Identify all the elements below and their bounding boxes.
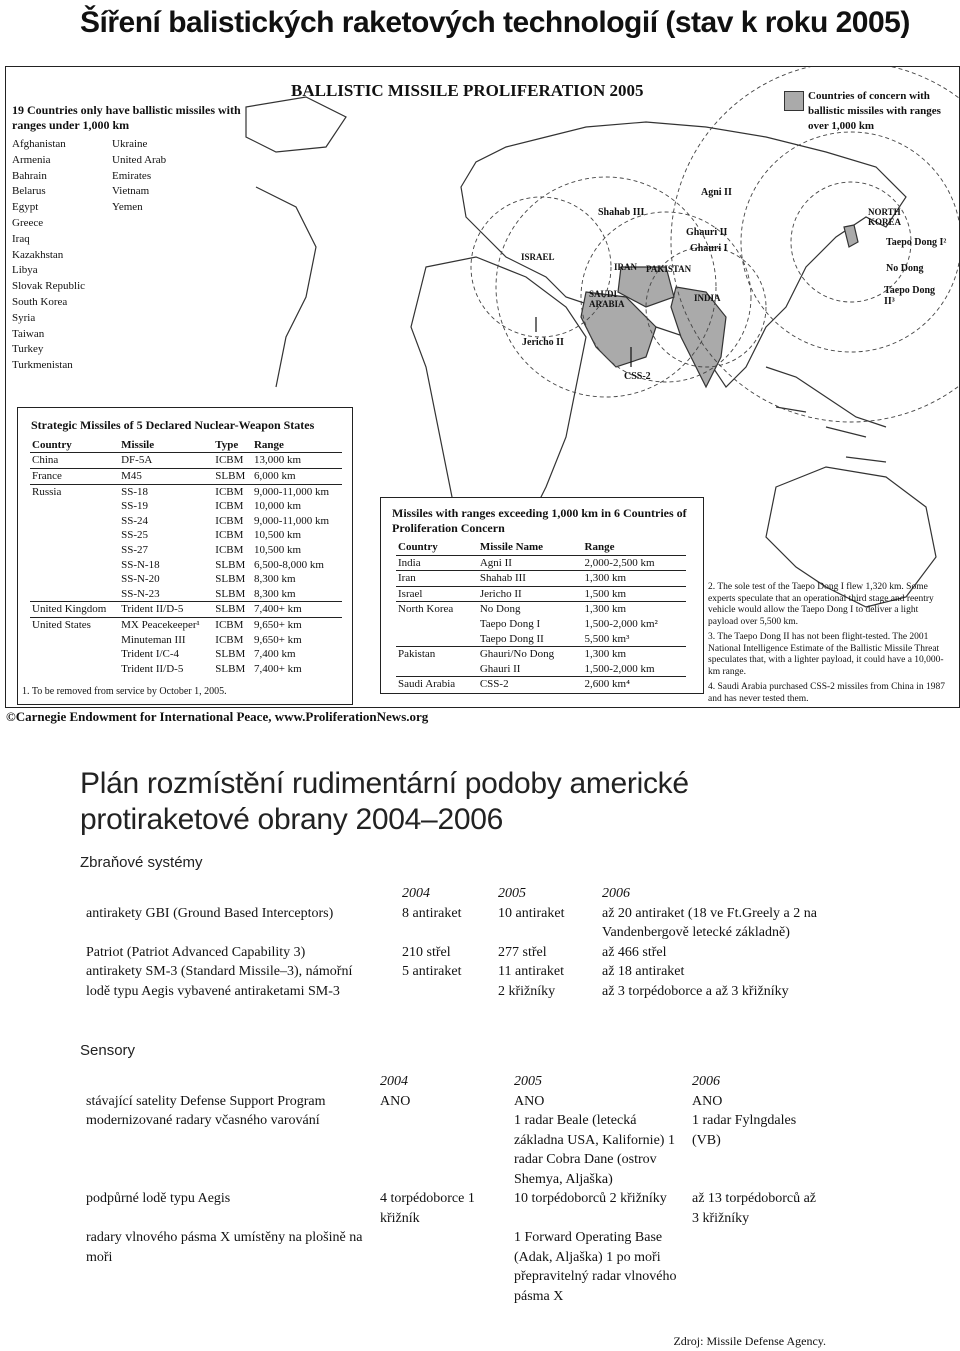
proliferation-cell: Pakistan [396, 647, 478, 662]
strategic-cell: 8,300 km [253, 587, 296, 600]
strategic-cell: 7,400 km [253, 648, 296, 661]
proliferation-cell: 1,300 km [583, 647, 686, 662]
proliferation-cell: 2,000-2,500 km [584, 556, 655, 569]
map-label-shahab: Shahab III [598, 207, 645, 218]
map-label-pakistan: PAKISTAN [646, 264, 692, 274]
strategic-cell: ICBM [213, 617, 252, 632]
country-name: Turkmenistan [12, 359, 73, 372]
proliferation-cell: Agni II [479, 556, 512, 569]
strategic-cell: SS-19 [121, 500, 148, 513]
proliferation-cell: 2,600 km⁴ [583, 677, 686, 692]
sensors-value-2005: ANO [514, 1093, 545, 1109]
page-title: Šíření balistických raketových technologií (stav k roku 2005) [80, 6, 910, 39]
strategic-cell: MX Peacekeeper¹ [119, 617, 213, 632]
proliferation-cell: CSS-2 [478, 677, 583, 692]
strategic-row [30, 499, 342, 514]
country-name: Egypt [12, 201, 39, 214]
proliferation-cell: 1,300 km [583, 602, 686, 617]
proliferation-cell [396, 632, 478, 647]
proliferation-row [396, 662, 686, 677]
country-name: Armenia [12, 153, 51, 166]
weapons-year-header: 2004 [402, 886, 430, 901]
strategic-cell [30, 662, 119, 677]
strategic-header: Strategic Missiles of 5 Declared Nuclear-Weapon States [31, 418, 315, 432]
sensors-row [80, 1228, 826, 1306]
sensors-value-2004: ANO [380, 1093, 411, 1109]
strategic-cell [30, 514, 119, 529]
map-label-taepo-dong-i: Taepo Dong I² [886, 237, 947, 248]
strategic-cell: Trident II/D-5 [121, 662, 184, 675]
strategic-cell [30, 543, 119, 558]
strategic-cell: China [32, 454, 59, 467]
legend-swatch [784, 91, 804, 111]
weapons-row [80, 962, 826, 982]
strategic-cell: 9,000-11,000 km [253, 514, 330, 527]
map-legend [786, 89, 956, 134]
strategic-cell: 9,650+ km [253, 633, 302, 646]
sensors-value-2005: 1 radar Beale (letecká základna USA, Kalifornie) 1 radar Cobra Dane (ostrov Shemya, Aljaška) [514, 1113, 675, 1187]
proliferation-cell: 1,300 km [583, 571, 686, 587]
strategic-footnote: 1. To be removed from service by October 1, 2005. [22, 686, 227, 698]
strategic-cell: SS-N-20 [121, 573, 160, 586]
strategic-row [30, 528, 342, 543]
strategic-cell [30, 633, 119, 648]
strategic-row [30, 617, 342, 632]
weapons-value-2006: až 20 antiraket (18 ve Ft.Greely a 2 na Vandenbergově letecké základně) [602, 905, 817, 940]
source-note: Zdroj: Missile Defense Agency. [673, 1334, 826, 1348]
proliferation-cell: 1,500-2,000 km² [584, 617, 658, 630]
weapons-value-2004: 8 antiraket [402, 905, 462, 921]
strategic-cell: SS-25 [121, 529, 148, 542]
weapons-value-2006: až 18 antiraket [602, 964, 685, 979]
map-label-iran: IRAN [614, 262, 638, 272]
proliferation-row [396, 647, 686, 662]
strategic-row [30, 543, 342, 558]
short-range-header: 19 Countries only have ballistic missiles with ranges under 1,000 km [12, 103, 241, 132]
sensors-title: Sensory [80, 1042, 136, 1059]
country-name: Emirates [112, 169, 152, 182]
sensors-value-2005: 10 torpédoborců 2 křižníky [514, 1191, 667, 1206]
strategic-cell: SS-N-18 [121, 558, 160, 571]
country-name: Iraq [12, 232, 30, 245]
figure-credit: ©Carnegie Endowment for International Peace, www.ProliferationNews.org [6, 709, 429, 724]
strategic-cell: 13,000 km [253, 454, 302, 467]
weapons-item-name: antirakety GBI (Ground Based Interceptors) [86, 905, 334, 921]
proliferation-table [396, 540, 686, 692]
strategic-cell: 10,500 km [253, 543, 302, 556]
country-name: Kazakhstan [12, 248, 64, 261]
weapons-year-header: 2006 [602, 886, 630, 901]
map-label-saudi: SAUDI ARABIA [589, 289, 625, 309]
proliferation-row [396, 555, 686, 571]
strategic-cell: SLBM [215, 587, 246, 600]
weapons-item-name: lodě typu Aegis vybavené antiraketami SM-3 [86, 983, 340, 999]
strategic-row [30, 633, 342, 648]
sensors-row [80, 1189, 826, 1228]
sensors-value-2004 [374, 1228, 508, 1306]
strategic-cell: United States [30, 617, 119, 632]
map-label-india: INDIA [694, 293, 721, 303]
proliferation-cell: No Dong [478, 602, 583, 617]
strategic-row [30, 572, 342, 587]
strategic-cell [30, 587, 119, 602]
sensors-value-2006: až 13 torpédoborců až 3 křižníky [692, 1191, 816, 1226]
strategic-cell: 9,650+ km [252, 617, 342, 632]
country-name: Syria [12, 311, 36, 324]
weapons-value-2004: 5 antiraket [402, 964, 462, 979]
sensors-row [80, 1111, 826, 1189]
proliferation-row [396, 571, 686, 587]
strategic-column-header: Missile [119, 438, 213, 453]
strategic-cell: SLBM [213, 602, 252, 618]
weapons-value-2005: 11 antiraket [498, 964, 564, 979]
strategic-cell: Russia [30, 484, 119, 499]
strategic-cell: 6,500-8,000 km [253, 558, 324, 571]
weapons-value-2006: až 466 střel [602, 944, 667, 960]
proliferation-column-header: Country [396, 540, 478, 555]
map-label-israel: ISRAEL [521, 252, 555, 262]
strategic-cell: SS-24 [121, 514, 148, 527]
weapons-item-name: antirakety SM-3 (Standard Missile–3), námořní [86, 964, 353, 979]
proliferation-missiles-box [380, 497, 704, 694]
strategic-cell: 8,300 km [253, 573, 296, 586]
weapons-value-2006: až 3 torpédoborce a až 3 křižníky [602, 983, 789, 999]
strategic-cell: ICBM [215, 529, 244, 542]
map-label-css2: CSS-2 [624, 371, 651, 382]
sensors-value-2005: 1 Forward Operating Base (Adak, Aljaška) 1 po moři přepravitelný radar vlnového pásma X [514, 1230, 677, 1304]
proliferation-cell: 5,500 km³ [584, 632, 630, 645]
country-name: Turkey [12, 343, 44, 356]
weapons-row [80, 904, 826, 943]
strategic-cell: Trident II/D-5 [119, 602, 213, 618]
strategic-column-header: Type [213, 438, 252, 453]
proliferation-cell: Israel [396, 586, 478, 602]
strategic-cell: SLBM [215, 558, 246, 571]
country-name: Afghanistan [12, 138, 66, 150]
strategic-cell: Trident I/C-4 [121, 648, 180, 661]
strategic-cell: SS-N-23 [121, 587, 160, 600]
strategic-cell: 7,400+ km [253, 662, 302, 675]
strategic-cell: SLBM [213, 468, 252, 484]
section-heading: Plán rozmístění rudimentární podoby americké protiraketové obrany 2004–2006 [80, 767, 689, 836]
strategic-cell: Minuteman III [121, 633, 186, 646]
sensors-item-name: modernizované radary včasného varování [86, 1113, 320, 1128]
figure-title: BALLISTIC MISSILE PROLIFERATION 2005 [291, 81, 644, 100]
proliferation-cell: 1,500-2,000 km [584, 662, 655, 675]
sensors-row [80, 1092, 826, 1112]
proliferation-row [396, 677, 686, 692]
strategic-row [30, 558, 342, 573]
weapons-value-2005: 277 střel [498, 944, 547, 960]
strategic-cell: 10,000 km [253, 500, 302, 513]
proliferation-cell: Ghauri/No Dong [478, 647, 583, 662]
proliferation-cell: 1,500 km [583, 586, 686, 602]
strategic-cell: ICBM [215, 454, 244, 467]
proliferation-cell [396, 662, 478, 677]
map-label-ghauri2: Ghauri II [686, 227, 728, 238]
short-range-col1 [12, 137, 112, 374]
weapons-table [80, 884, 826, 1001]
strategic-cell [30, 528, 119, 543]
country-name: United Arab [112, 153, 167, 166]
strategic-row [30, 468, 342, 484]
strategic-cell: United Kingdom [30, 602, 119, 618]
proliferation-row [396, 602, 686, 617]
sensors-item-name: podpůrné lodě typu Aegis [86, 1191, 231, 1206]
strategic-cell: ICBM [215, 514, 244, 527]
proliferation-row [396, 617, 686, 632]
proliferation-cell: North Korea [396, 602, 478, 617]
proliferation-cell: India [398, 556, 421, 569]
figure-note: 4. Saudi Arabia purchased CSS-2 missiles from China in 1987 and has never tested them. [708, 682, 945, 704]
map-label-agni: Agni II [701, 187, 732, 198]
sensors-item-name: radary vlnového pásma X umístěny na plošině na moři [86, 1230, 363, 1265]
strategic-cell: 7,400+ km [252, 602, 342, 618]
country-name: Belarus [12, 185, 46, 198]
sensors-header-blank [80, 1072, 374, 1092]
strategic-row [30, 662, 342, 677]
strategic-table [30, 438, 342, 677]
map-label-north-korea: NORTH KOREA [868, 207, 902, 227]
figure-note: 3. The Taepo Dong II has not been flight-tested. The 2001 National Intelligence Estimate of the Ballistic Missile Threat speculates that, with a lighter payload, it could have a 10,000-km range. [708, 632, 944, 677]
strategic-cell [30, 499, 119, 514]
strategic-row [30, 647, 342, 662]
country-name: South Korea [12, 295, 68, 308]
strategic-cell: SLBM [215, 648, 246, 661]
sensors-item-name: stávající satelity Defense Support Program [86, 1093, 326, 1109]
legend-text: Countries of concern with ballistic missiles with ranges over 1,000 km [808, 90, 941, 132]
proliferation-cell: Shahab III [478, 571, 583, 587]
proliferation-header: Missiles with ranges exceeding 1,000 km in 6 Countries of Proliferation Concern [392, 506, 687, 535]
country-name: Greece [12, 216, 44, 229]
proliferation-cell: Jericho II [478, 586, 583, 602]
strategic-cell: ICBM [215, 500, 244, 513]
strategic-cell: SLBM [215, 573, 246, 586]
strategic-missiles-box [17, 407, 353, 705]
strategic-cell: M45 [119, 468, 213, 484]
figure-notes [708, 582, 948, 708]
strategic-cell: DF-5A [121, 454, 153, 467]
sensors-value-2006: ANO [692, 1093, 723, 1109]
proliferation-cell: Saudi Arabia [396, 677, 478, 692]
proliferation-map-figure [5, 66, 960, 708]
sensors-year-header: 2005 [514, 1074, 542, 1089]
proliferation-cell: Iran [396, 571, 478, 587]
proliferation-row [396, 632, 686, 647]
proliferation-column-header: Missile Name [478, 540, 583, 555]
map-label-ghauri1: Ghauri I [690, 243, 728, 254]
strategic-cell: 9,000-11,000 km [252, 484, 342, 499]
weapons-title: Zbraňové systémy [80, 854, 203, 871]
strategic-cell: ICBM [215, 633, 244, 646]
country-name: Taiwan [12, 327, 45, 340]
sensors-value-2004 [374, 1111, 508, 1189]
short-range-countries-box [12, 103, 250, 374]
strategic-column-header: Country [30, 438, 119, 453]
strategic-cell [30, 558, 119, 573]
short-range-col2 [112, 137, 212, 374]
strategic-cell: 10,500 km [253, 529, 302, 542]
strategic-cell: France [30, 468, 119, 484]
strategic-cell [30, 572, 119, 587]
weapons-row [80, 982, 826, 1002]
strategic-cell: ICBM [213, 484, 252, 499]
weapons-row [80, 943, 826, 963]
strategic-cell: SS-18 [119, 484, 213, 499]
country-name: Ukraine [112, 138, 148, 150]
weapons-item-name: Patriot (Patriot Advanced Capability 3) [86, 944, 306, 960]
weapons-value-2005: 2 křižníky [498, 983, 556, 999]
country-name: Bahrain [12, 169, 47, 182]
weapons-value-2004 [396, 982, 492, 1002]
weapons-value-2004: 210 střel [402, 944, 451, 960]
strategic-cell: SS-27 [121, 543, 148, 556]
sensors-year-header: 2006 [692, 1074, 720, 1089]
proliferation-cell: Taepo Dong II [479, 632, 544, 645]
strategic-row [30, 514, 342, 529]
map-label-taepo-dong-ii: Taepo Dong II³ [884, 285, 936, 307]
sensors-value-2006 [686, 1228, 826, 1306]
proliferation-cell: Ghauri II [479, 662, 521, 675]
strategic-row [30, 602, 342, 618]
proliferation-cell: Taepo Dong I [479, 617, 541, 630]
figure-note: 2. The sole test of the Taepo Dong I flew 1,320 km. Some experts speculate that an operational third stage and reentry vehicle would allow the Taepo Dong I to deliver a light payload over 5,500 km. [708, 582, 934, 627]
map-label-jericho: Jericho II [522, 337, 564, 348]
weapons-value-2005: 10 antiraket [498, 905, 565, 921]
sensors-year-header: 2004 [380, 1074, 408, 1089]
strategic-cell: 6,000 km [252, 468, 342, 484]
strategic-row [30, 484, 342, 499]
strategic-cell: SLBM [215, 662, 246, 675]
strategic-column-header: Range [252, 438, 342, 453]
map-label-no-dong: No Dong [886, 263, 924, 274]
country-name: Yemen [112, 201, 143, 214]
country-name: Libya [12, 264, 38, 277]
sensors-value-2006: 1 radar Fylngdales (VB) [692, 1113, 797, 1148]
proliferation-row [396, 586, 686, 602]
strategic-row [30, 587, 342, 602]
weapons-year-header: 2005 [498, 886, 526, 901]
proliferation-cell [396, 617, 478, 632]
strategic-row [30, 453, 342, 469]
sensors-value-2004: 4 torpédoborce 1 křižník [380, 1191, 475, 1226]
sensors-table [80, 1072, 826, 1306]
strategic-cell: ICBM [215, 543, 244, 556]
weapons-header-blank [80, 884, 396, 904]
proliferation-column-header: Range [583, 540, 686, 555]
country-name: Vietnam [112, 185, 150, 198]
country-name: Slovak Republic [12, 280, 86, 293]
strategic-cell [30, 647, 119, 662]
